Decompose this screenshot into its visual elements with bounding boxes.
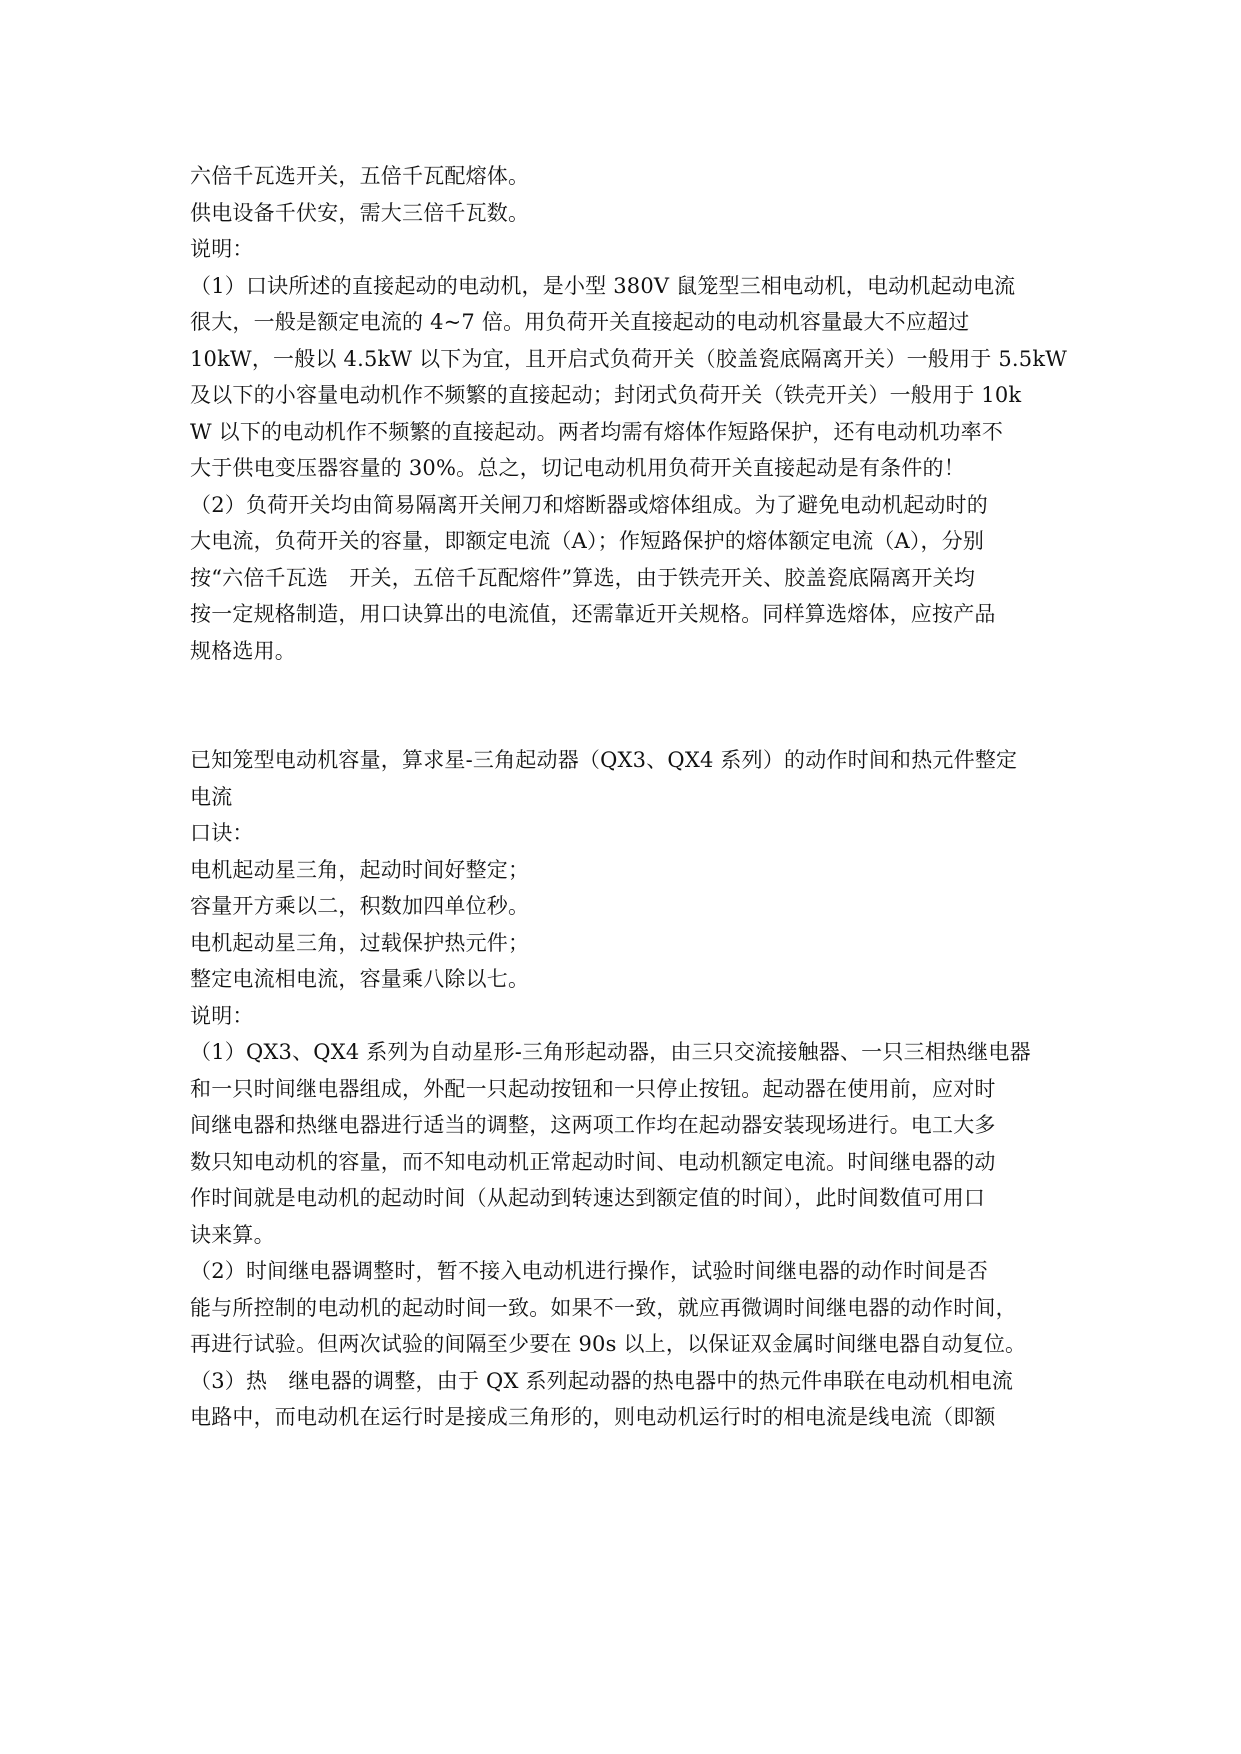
- text-line: 间继电器和热继电器进行适当的调整，这两项工作均在起动器安装现场进行。电工大多: [190, 1113, 996, 1137]
- text-line: 供电设备千伏安，需大三倍千瓦数。: [190, 200, 530, 225]
- text-line: （2）负荷开关均由简易隔离开关闸刀和熔断器或熔体组成。为了避免电动机起动时的: [190, 492, 988, 517]
- text-line: 六倍千瓦选开关，五倍千瓦配熔体。: [190, 164, 530, 188]
- text-line: 及以下的小容量电动机作不频繁的直接起动；封闭式负荷开关（铁壳开关）一般用于 10k: [190, 383, 1022, 407]
- text-line: W 以下的电动机作不频繁的直接起动。两者均需有熔体作短路保护，还有电动机功率不: [190, 419, 1004, 444]
- text-line: 容量开方乘以二，积数加四单位秒。: [190, 894, 530, 918]
- text-line: 作时间就是电动机的起动时间（从起动到转速达到额定值的时间），此时间数值可用口: [190, 1186, 986, 1210]
- text-line: 按“六倍千瓦选 开关，五倍千瓦配熔件”算选，由于铁壳开关、胶盖瓷底隔离开关均: [190, 565, 976, 590]
- text-line: 说明：: [190, 1003, 254, 1028]
- text-line: 已知笼型电动机容量，算求星-三角起动器（QX3、QX4 系列）的动作时间和热元件整定: [190, 748, 1018, 772]
- text-line: 整定电流相电流，容量乘八除以七。: [190, 967, 530, 991]
- text-line: 再进行试验。但两次试验的间隔至少要在 90s 以上，以保证双金属时间继电器自动复位。: [190, 1332, 1027, 1356]
- text-line: 口诀：: [190, 821, 254, 845]
- text-line: 10kW，一般以 4.5kW 以下为宜，且开启式负荷开关（胶盖瓷底隔离开关）一般用于 5.5kW: [190, 346, 1068, 371]
- text-line: 电机起动星三角，过载保护热元件；: [190, 930, 530, 955]
- text-line: 规格选用。: [190, 638, 296, 663]
- text-line: （3）热 继电器的调整，由于 QX 系列起动器的热电器中的热元件串联在电动机相电流: [190, 1368, 1014, 1393]
- text-line: 诀来算。: [190, 1222, 275, 1247]
- text-line: 电流: [190, 784, 233, 809]
- text-line: （2）时间继电器调整时，暂不接入电动机进行操作，试验时间继电器的动作时间是否: [190, 1259, 988, 1283]
- text-line: 大于供电变压器容量的 30%。总之，切记电动机用负荷开关直接起动是有条件的！: [190, 456, 965, 480]
- document-body: [190, 158, 1068, 1436]
- text-line: 数只知电动机的容量，而不知电动机正常起动时间、电动机额定电流。时间继电器的动: [190, 1149, 996, 1174]
- text-line: 电路中，而电动机在运行时是接成三角形的，则电动机运行时的相电流是线电流（即额: [190, 1405, 996, 1429]
- text-line: 按一定规格制造，用口诀算出的电流值，还需靠近开关规格。同样算选熔体，应按产品: [190, 602, 996, 626]
- text-line: 电机起动星三角，起动时间好整定；: [190, 857, 530, 882]
- text-line: 大电流，负荷开关的容量，即额定电流（A）；作短路保护的熔体额定电流（A），分别: [190, 529, 985, 553]
- text-line: （1）QX3、QX4 系列为自动星形-三角形起动器，由三只交流接触器、一只三相热继电器: [190, 1040, 1031, 1064]
- text-line: 很大，一般是额定电流的 4~7 倍。用负荷开关直接起动的电动机容量最大不应超过: [190, 310, 970, 334]
- section-spacer: [190, 669, 1060, 742]
- text-line: 和一只时间继电器组成，外配一只起动按钮和一只停止按钮。起动器在使用前，应对时: [190, 1076, 996, 1101]
- text-line: （1）口诀所述的直接起动的电动机，是小型 380V 鼠笼型三相电动机，电动机起动电流: [190, 273, 1016, 298]
- text-line: 能与所控制的电动机的起动时间一致。如果不一致，就应再微调时间继电器的动作时间，: [190, 1295, 1017, 1320]
- text-line: 说明：: [190, 237, 254, 261]
